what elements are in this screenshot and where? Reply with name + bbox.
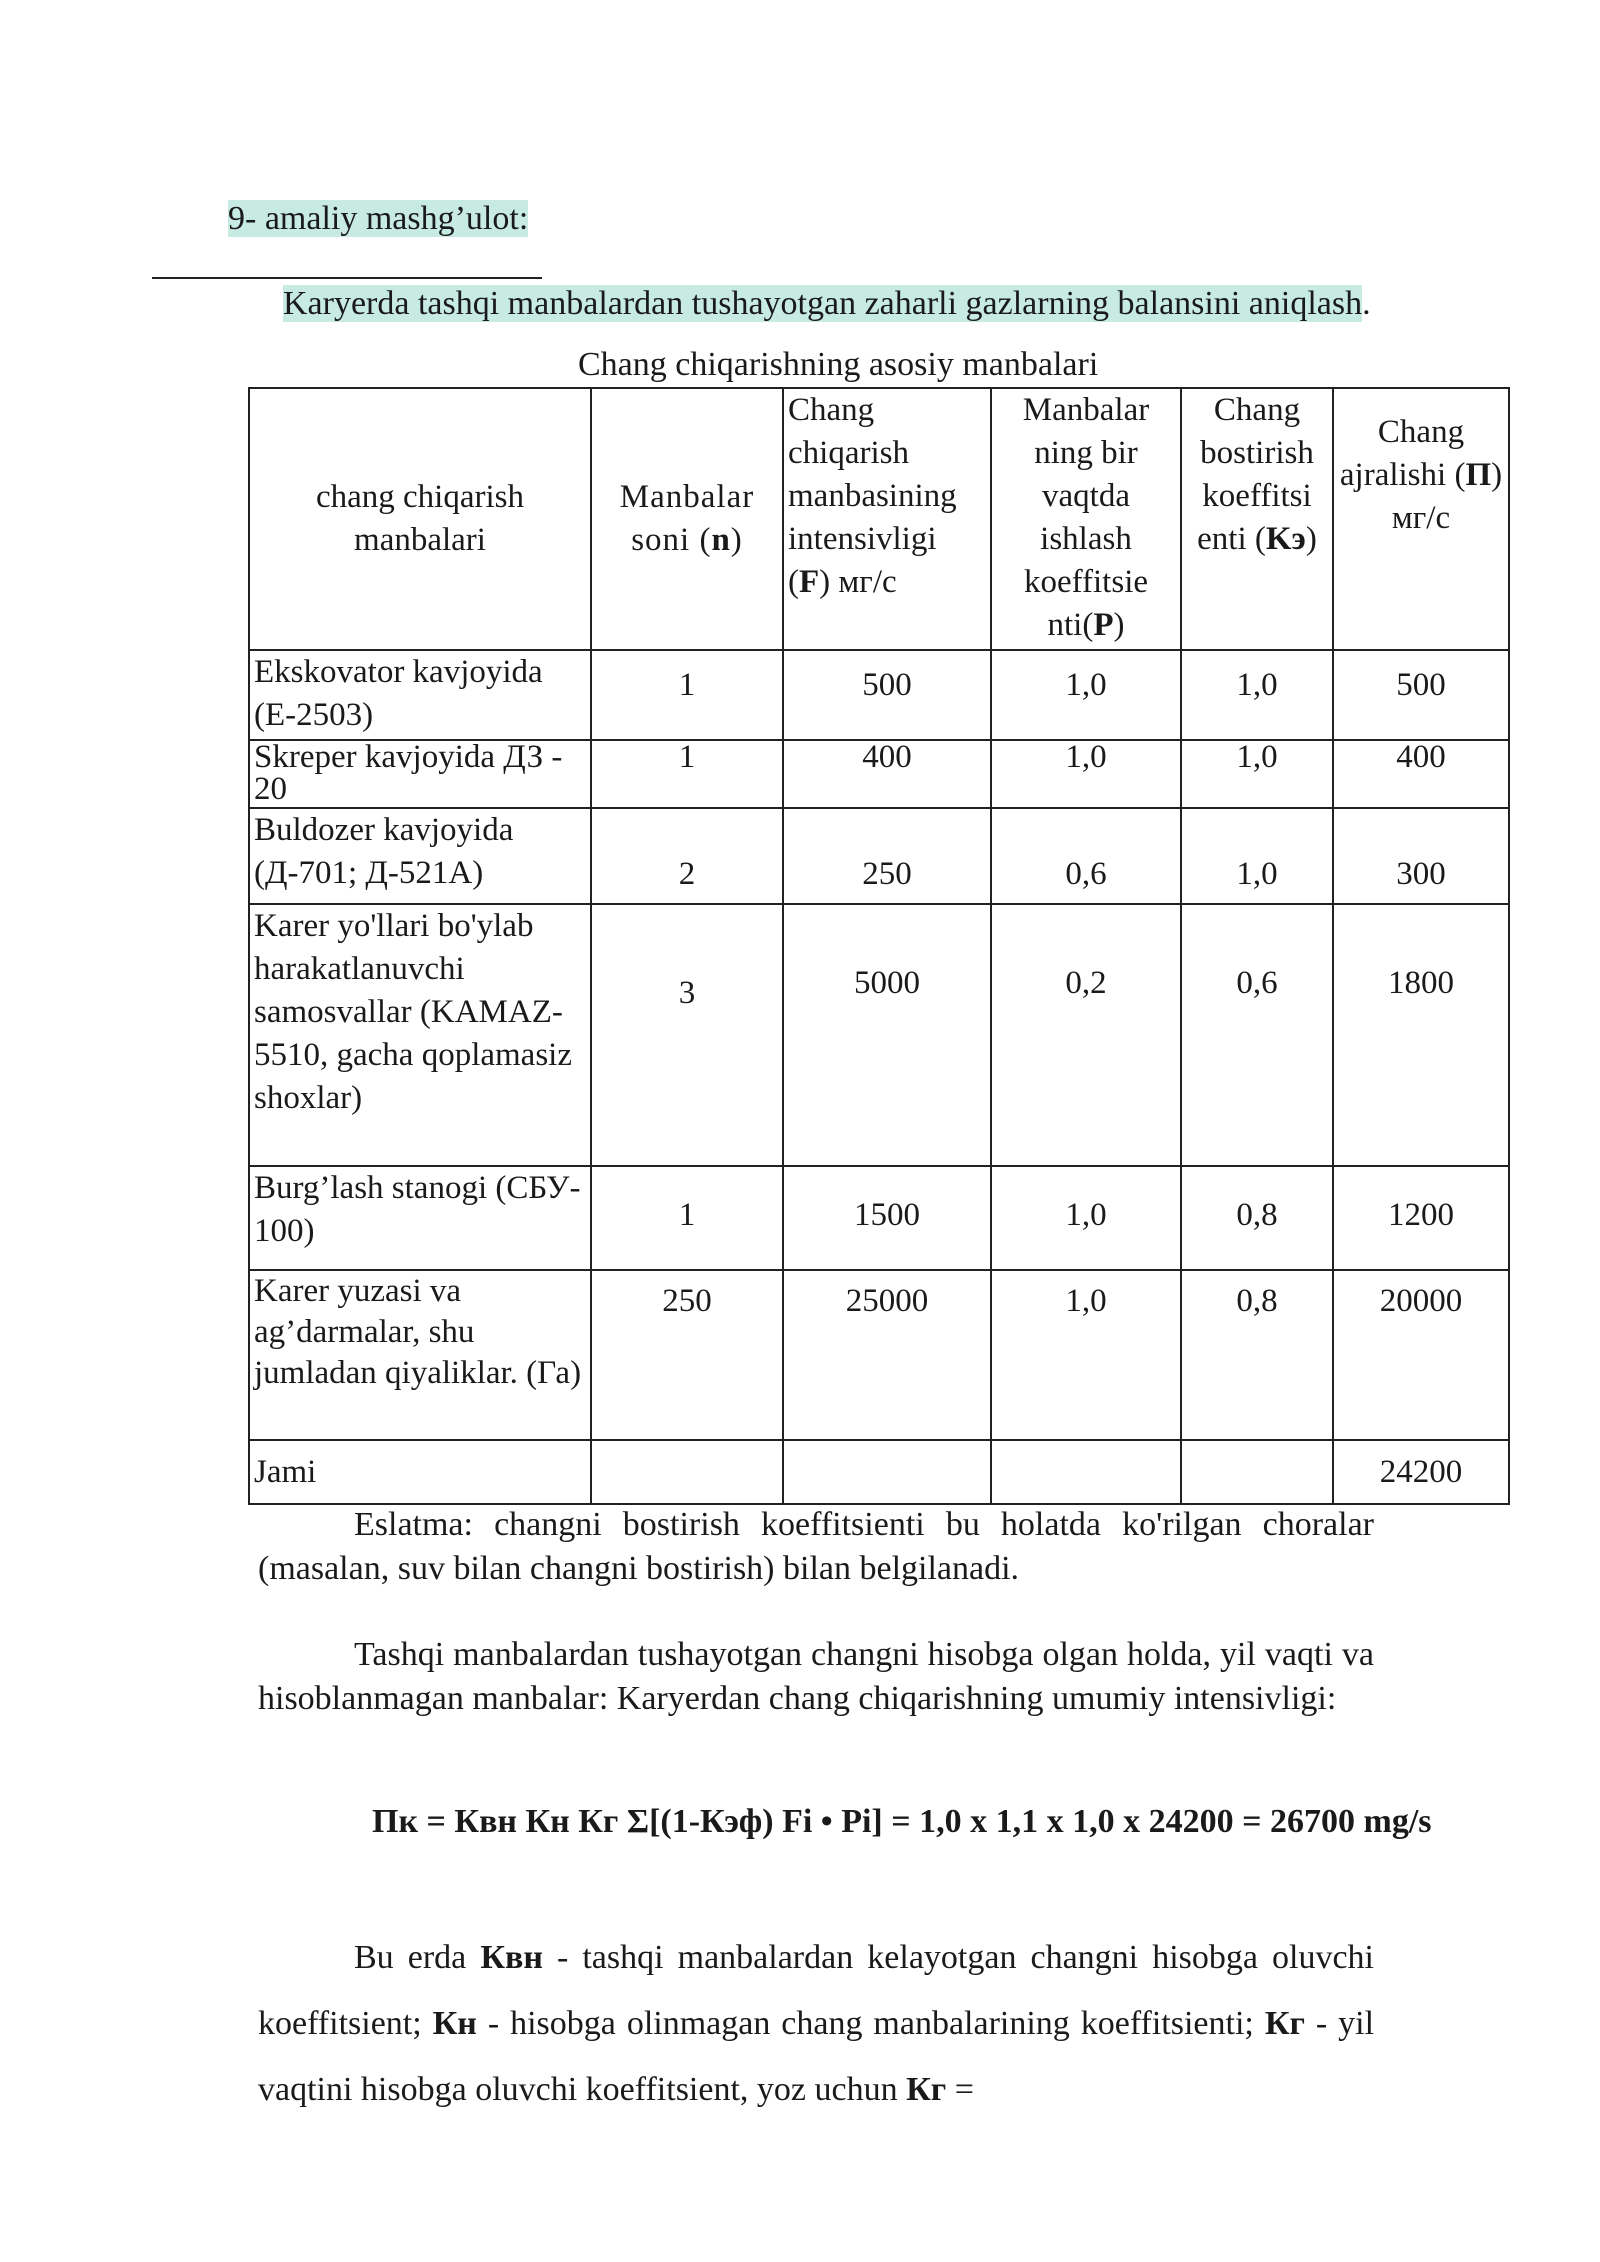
table-header-row — [249, 388, 1509, 650]
subtitle-text: Karyerda tashqi manbalardan tushayotgan zaharli gazlarning balansini aniqlash — [283, 285, 1363, 322]
emission-cell: 300 — [1333, 808, 1509, 904]
source-cell: Burg’lash stanogi (СБУ- 100) — [249, 1166, 591, 1270]
dust-sources-table — [248, 387, 1510, 1505]
table-row — [249, 1166, 1509, 1270]
suppression-cell: 0,8 — [1181, 1166, 1333, 1270]
suppression-cell: 1,0 — [1181, 808, 1333, 904]
source-cell: Karer yuzasi va ag’darmalar, shu jumladan qiyaliklar. (Га) — [249, 1270, 591, 1440]
emission-cell: 20000 — [1333, 1270, 1509, 1440]
total-label: Jami — [249, 1440, 591, 1504]
intensity-cell: 5000 — [783, 904, 991, 1166]
table-row — [249, 650, 1509, 740]
table-row — [249, 808, 1509, 904]
count-cell: 1 — [591, 650, 783, 740]
divider-line — [152, 277, 542, 279]
count-cell: 250 — [591, 1270, 783, 1440]
page-subtitle — [283, 282, 1371, 326]
explanation-paragraph: Bu erda Квн - tashqi manbalardan kelayotgan changni hisobga oluvchi koeffitsient; Кн - hisobga olinmagan chang manbalarining koeffitsienti; Кг - yil vaqtini hisobga oluvchi koeffitsient, yoz uchun Кг = — [258, 1939, 1375, 2108]
header-suppression: Chang bostirish koeffitsi enti (Kэ) — [1181, 388, 1333, 650]
page-heading: 9- amaliy mashg’ulot: — [228, 200, 529, 237]
table-row — [249, 740, 1509, 808]
simultaneity-cell: 0,6 — [991, 808, 1181, 904]
emission-cell: 400 — [1333, 740, 1509, 808]
emission-cell: 500 — [1333, 650, 1509, 740]
table-row — [249, 1270, 1509, 1440]
header-simultaneity: Manbalar ning bir vaqtda ishlash koeffitsie nti(P) — [991, 388, 1181, 650]
header-emission: Chang ajralishi (П) мг/с — [1333, 388, 1509, 650]
source-cell: Ekskovator kavjoyida (E-2503) — [249, 650, 591, 740]
suppression-cell: 1,0 — [1181, 650, 1333, 740]
simultaneity-cell: 0,2 — [991, 904, 1181, 1166]
table-row — [249, 904, 1509, 1166]
suppression-cell: 0,6 — [1181, 904, 1333, 1166]
subtitle-period: . — [1362, 285, 1371, 322]
suppression-cell: 0,8 — [1181, 1270, 1333, 1440]
source-cell: Skreper kavjoyida ДЗ - 20 — [249, 740, 591, 808]
intro-paragraph: Tashqi manbalardan tushayotgan changni hisobga olgan holda, yil vaqti va hisoblanmagan manbalar: Karyerdan chang chiqarishning umumiy intensivligi: — [258, 1636, 1374, 1717]
source-cell: Buldozer kavjoyida (Д-701; Д-521А) — [249, 808, 591, 904]
table-total-row — [249, 1440, 1509, 1504]
count-cell: 1 — [591, 1166, 783, 1270]
intensity-cell: 1500 — [783, 1166, 991, 1270]
count-cell: 3 — [591, 904, 783, 1166]
simultaneity-cell: 1,0 — [991, 1166, 1181, 1270]
total-emission: 24200 — [1333, 1440, 1509, 1504]
simultaneity-cell: 1,0 — [991, 740, 1181, 808]
intensity-cell: 250 — [783, 808, 991, 904]
intensity-cell: 400 — [783, 740, 991, 808]
note-paragraph: Eslatma: changni bostirish koeffitsienti bu holatda ko'rilgan choralar (masalan, suv bilan changni bostirish) bilan belgilanadi. — [258, 1506, 1374, 1587]
count-cell: 1 — [591, 740, 783, 808]
intensity-cell: 500 — [783, 650, 991, 740]
header-source: chang chiqarish manbalari — [249, 388, 591, 650]
emission-cell: 1800 — [1333, 904, 1509, 1166]
table-caption: Chang chiqarishning asosiy manbalari — [578, 346, 1099, 383]
count-cell: 2 — [591, 808, 783, 904]
source-cell: Karer yo'llari bo'ylab harakatlanuvchi samosvallar (KAMAZ-5510, gacha qoplamasiz shoxlar) — [249, 904, 591, 1166]
formula: Пк = Квн Кн Кг Σ[(1-Кэф) Fi • Pi] = 1,0 x 1,1 x 1,0 x 24200 = 26700 mg/s — [372, 1803, 1432, 1840]
header-intensity: Chang chiqarish manbasining intensivligi (F) мг/с — [783, 388, 991, 650]
emission-cell: 1200 — [1333, 1166, 1509, 1270]
simultaneity-cell: 1,0 — [991, 650, 1181, 740]
header-count: Manbalar soni (n) — [591, 388, 783, 650]
intensity-cell: 25000 — [783, 1270, 991, 1440]
suppression-cell: 1,0 — [1181, 740, 1333, 808]
simultaneity-cell: 1,0 — [991, 1270, 1181, 1440]
